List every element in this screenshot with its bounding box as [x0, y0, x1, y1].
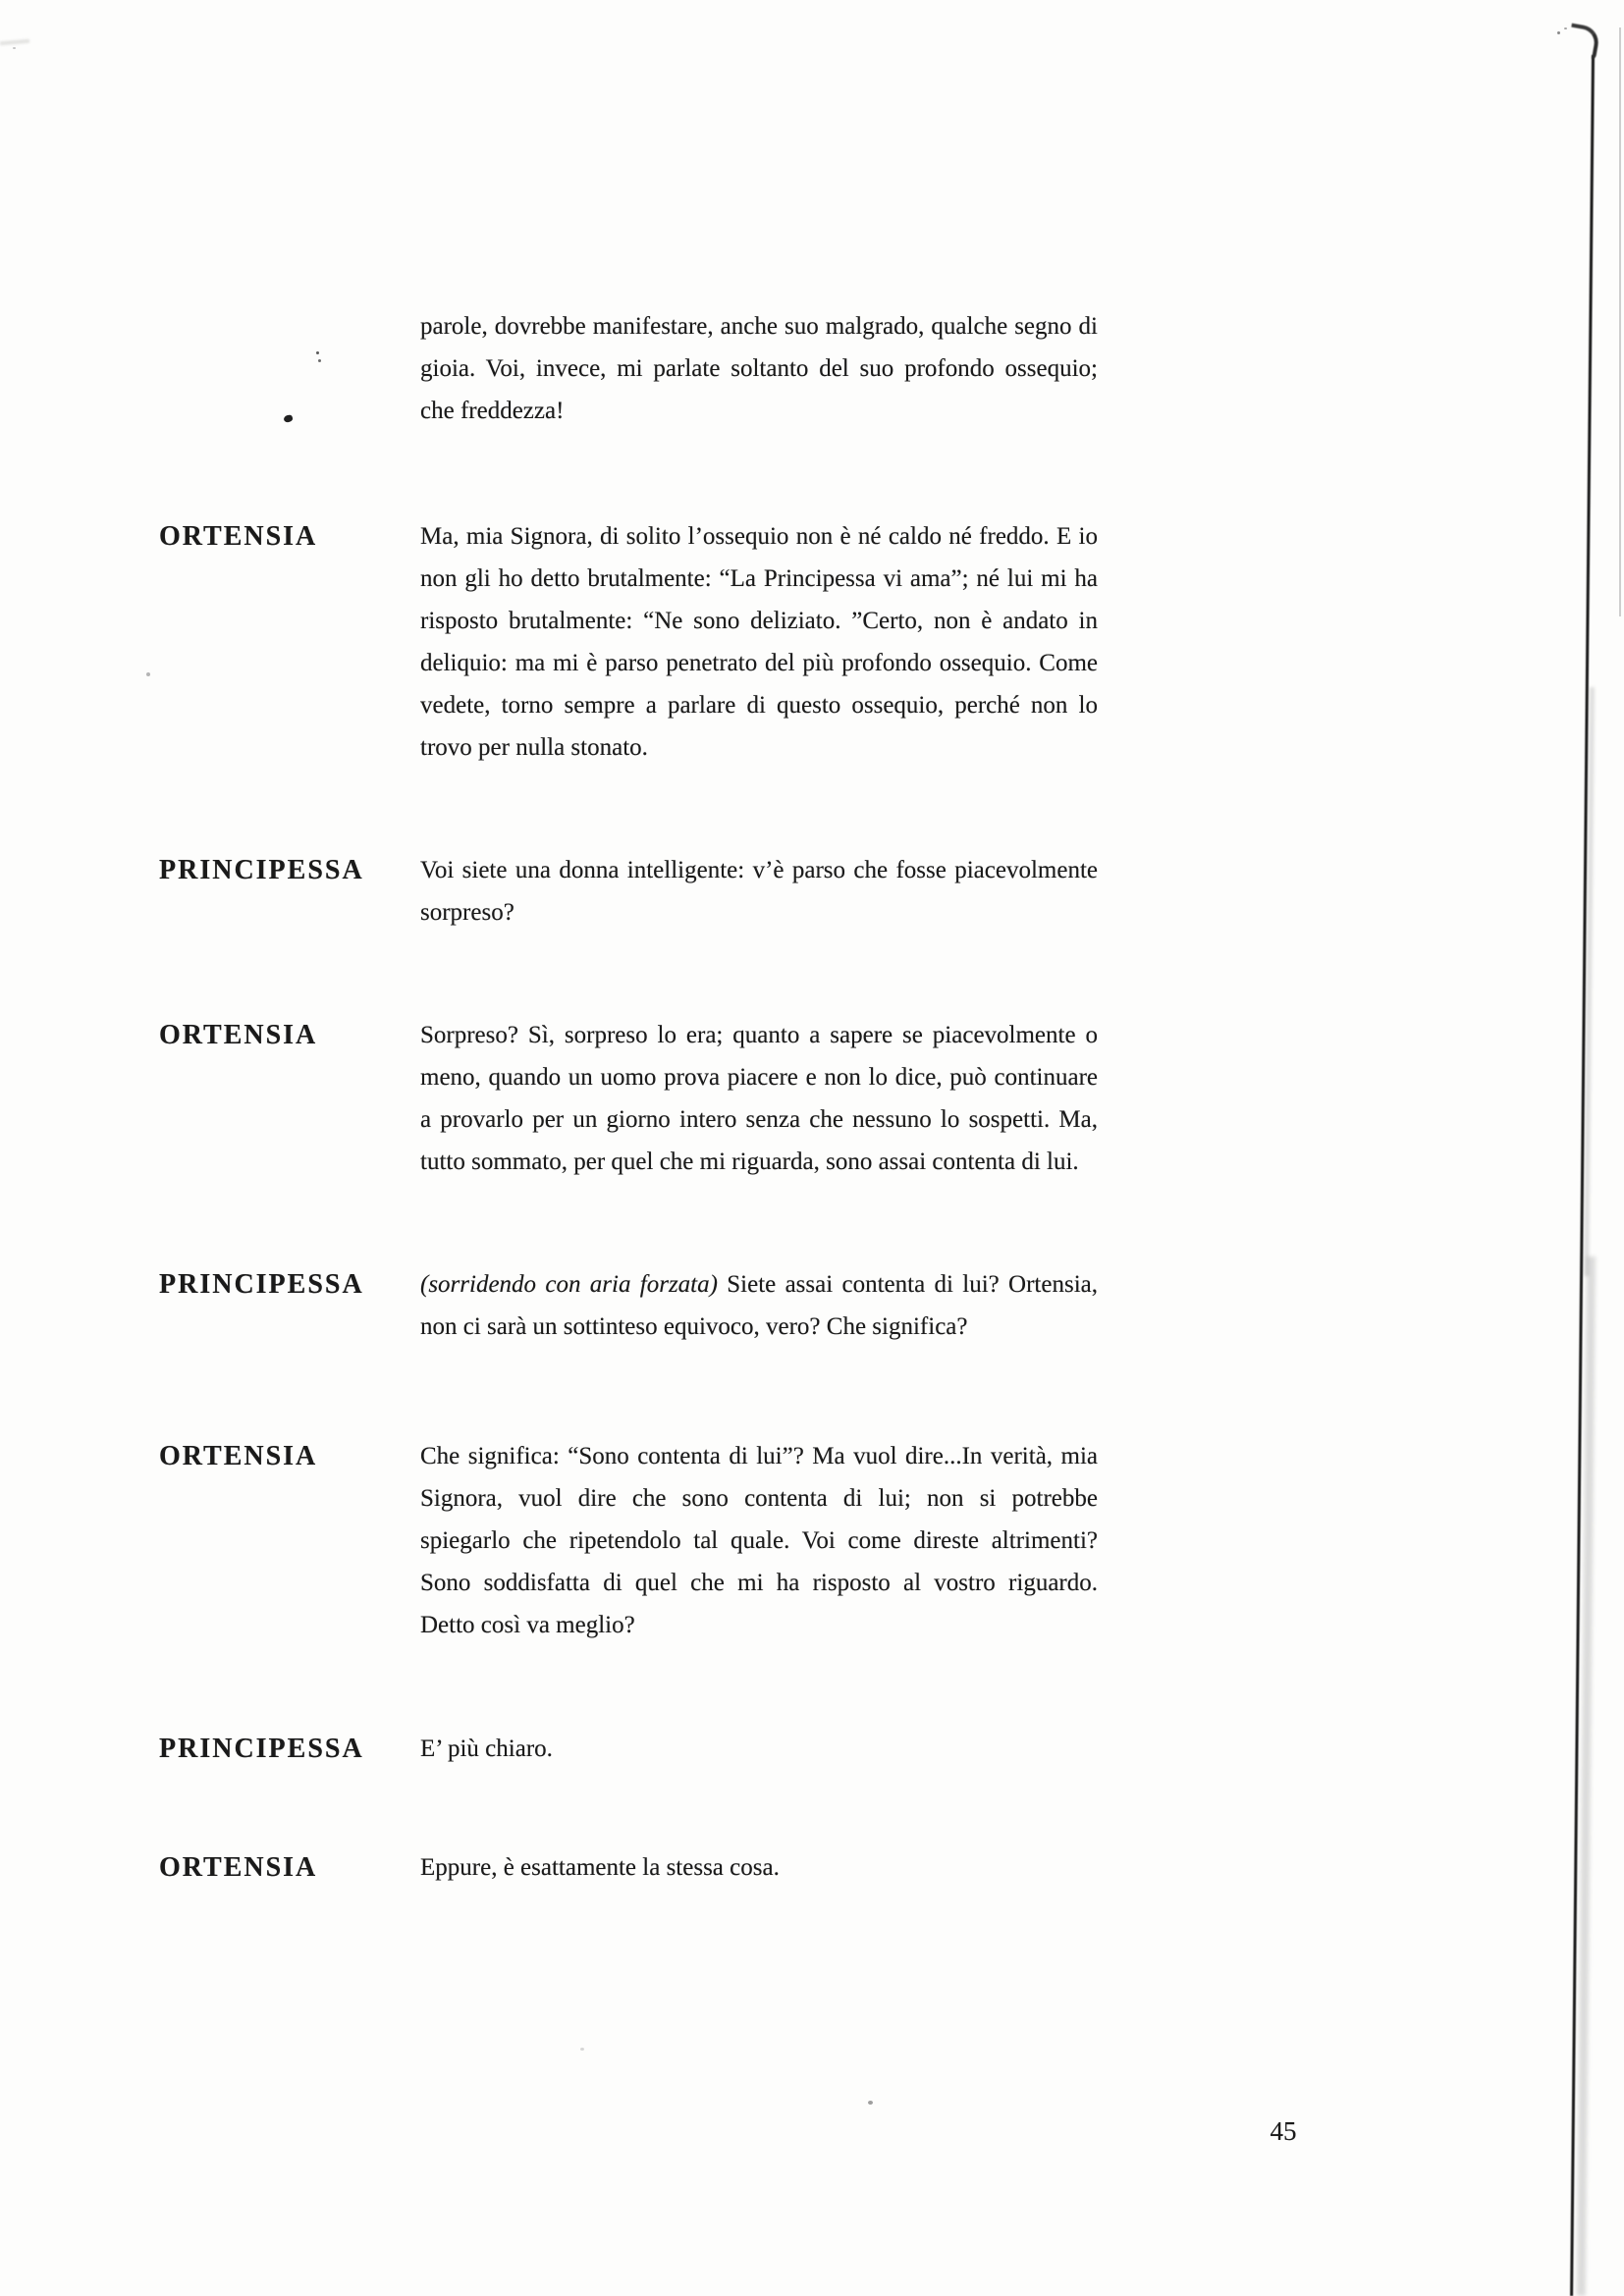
- dialogue-line: [420, 558, 1098, 600]
- dialogue-line: [420, 1098, 1098, 1141]
- dialogue-line: [420, 849, 1098, 891]
- dialogue-segment: Ma, mia Signora, di solito l’ossequio non è né caldo né freddo. E io: [420, 523, 1098, 550]
- speaker-label: ORTENSIA: [159, 1852, 318, 1883]
- dialogue-line: [420, 1520, 1098, 1562]
- dialogue-segment: Siete assai contenta di lui? Ortensia,: [717, 1271, 1098, 1298]
- dialogue-line: [420, 1846, 1098, 1889]
- dialogue-line: [420, 726, 1098, 769]
- scan-speck: [13, 47, 16, 49]
- dialogue-line: [420, 347, 1098, 390]
- dialogue-segment: Voi siete una donna intelligente: v’è parso che fosse piacevolmente: [420, 857, 1098, 883]
- scan-speck: [1557, 31, 1560, 34]
- speech-text: [420, 1014, 1098, 1183]
- dialogue-segment: spiegarlo che ripetendolo tal quale. Voi come direste altrimenti?: [420, 1527, 1098, 1554]
- dialogue-segment: deliquio: ma mi è parso penetrato del più profondo ossequio. Come: [420, 650, 1098, 676]
- page-number: 45: [1270, 2116, 1297, 2146]
- dialogue-segment: trovo per nulla stonato.: [420, 734, 648, 761]
- speech-text: [420, 1846, 1098, 1889]
- scan-hook-mark: [1566, 24, 1600, 60]
- dialogue-segment: Sorpreso? Sì, sorpreso lo era; quanto a sapere se piacevolmente o: [420, 1022, 1098, 1048]
- scan-edge-faint-line: [1619, 27, 1621, 616]
- dialogue-segment: che freddezza!: [420, 398, 565, 424]
- dialogue-segment: E’ più chiaro.: [420, 1735, 553, 1762]
- speech-text: [420, 515, 1098, 769]
- stage-direction: (sorridendo con aria forzata): [420, 1271, 718, 1298]
- scan-speck: [146, 672, 150, 676]
- scan-speck: [580, 2048, 584, 2051]
- dialogue-line: [420, 390, 1098, 432]
- dialogue-line: [420, 642, 1098, 684]
- dialogue-line: [420, 891, 1098, 934]
- speech-text: [420, 305, 1098, 432]
- dialogue-line: [420, 1014, 1098, 1056]
- dialogue-line: [420, 1435, 1098, 1477]
- dialogue-segment: Detto così va meglio?: [420, 1612, 635, 1638]
- speaker-label: ORTENSIA: [159, 1020, 318, 1050]
- dialogue-segment: tutto sommato, per quel che mi riguarda, sono assai contenta di lui.: [420, 1148, 1079, 1175]
- dialogue-line: [420, 515, 1098, 558]
- scan-speck: [1564, 27, 1567, 29]
- dialogue-segment: risposto brutalmente: “Ne sono deliziato. ”Certo, non è andato in: [420, 608, 1098, 634]
- dialogue-segment: non ci sarà un sottinteso equivoco, vero? Che significa?: [420, 1313, 968, 1340]
- dialogue-segment: meno, quando un uomo prova piacere e non lo dice, può continuare: [420, 1064, 1098, 1091]
- speaker-label: PRINCIPESSA: [159, 1269, 364, 1300]
- dialogue-line: [420, 1604, 1098, 1646]
- speaker-label: PRINCIPESSA: [159, 1734, 364, 1764]
- speaker-label: ORTENSIA: [159, 521, 318, 552]
- scan-speck: [868, 2101, 873, 2105]
- dialogue-line: [420, 684, 1098, 726]
- dialogue-segment: vedete, torno sempre a parlare di questo ossequio, perché non lo: [420, 692, 1098, 719]
- dialogue-line: [420, 1306, 1098, 1348]
- scan-smudge: [0, 39, 29, 46]
- scan-speck: [283, 414, 294, 423]
- dialogue-segment: gioia. Voi, invece, mi parlate soltanto del suo profondo ossequio;: [420, 355, 1098, 382]
- dialogue-segment: Signora, vuol dire che sono contenta di lui; non si potrebbe: [420, 1485, 1098, 1512]
- dialogue-line: [420, 305, 1098, 347]
- dialogue-line: [420, 1263, 1098, 1306]
- dialogue-line: [420, 1141, 1098, 1183]
- dialogue-line: [420, 1477, 1098, 1520]
- dialogue-line: [420, 1056, 1098, 1098]
- dialogue-segment: non gli ho detto brutalmente: “La Principessa vi ama”; né lui mi ha: [420, 565, 1098, 592]
- scan-speck: [316, 351, 319, 354]
- speech-text: [420, 1728, 1098, 1770]
- speech-text: [420, 849, 1098, 934]
- dialogue-segment: sorpreso?: [420, 899, 514, 926]
- speaker-label: PRINCIPESSA: [159, 855, 364, 885]
- dialogue-line: [420, 600, 1098, 642]
- dialogue-segment: a provarlo per un giorno intero senza che nessuno lo sospetti. Ma,: [420, 1106, 1098, 1133]
- dialogue-segment: Che significa: “Sono contenta di lui”? Ma vuol dire...In verità, mia: [420, 1443, 1098, 1469]
- speech-text: [420, 1435, 1098, 1646]
- dialogue-segment: parole, dovrebbe manifestare, anche suo malgrado, qualche segno di: [420, 313, 1098, 340]
- speech-text: [420, 1263, 1098, 1348]
- dialogue-line: [420, 1728, 1098, 1770]
- dialogue-line: [420, 1562, 1098, 1604]
- dialogue-segment: Eppure, è esattamente la stessa cosa.: [420, 1854, 780, 1881]
- speaker-label: ORTENSIA: [159, 1441, 318, 1471]
- dialogue-segment: Sono soddisfatta di quel che mi ha risposto al vostro riguardo.: [420, 1570, 1098, 1596]
